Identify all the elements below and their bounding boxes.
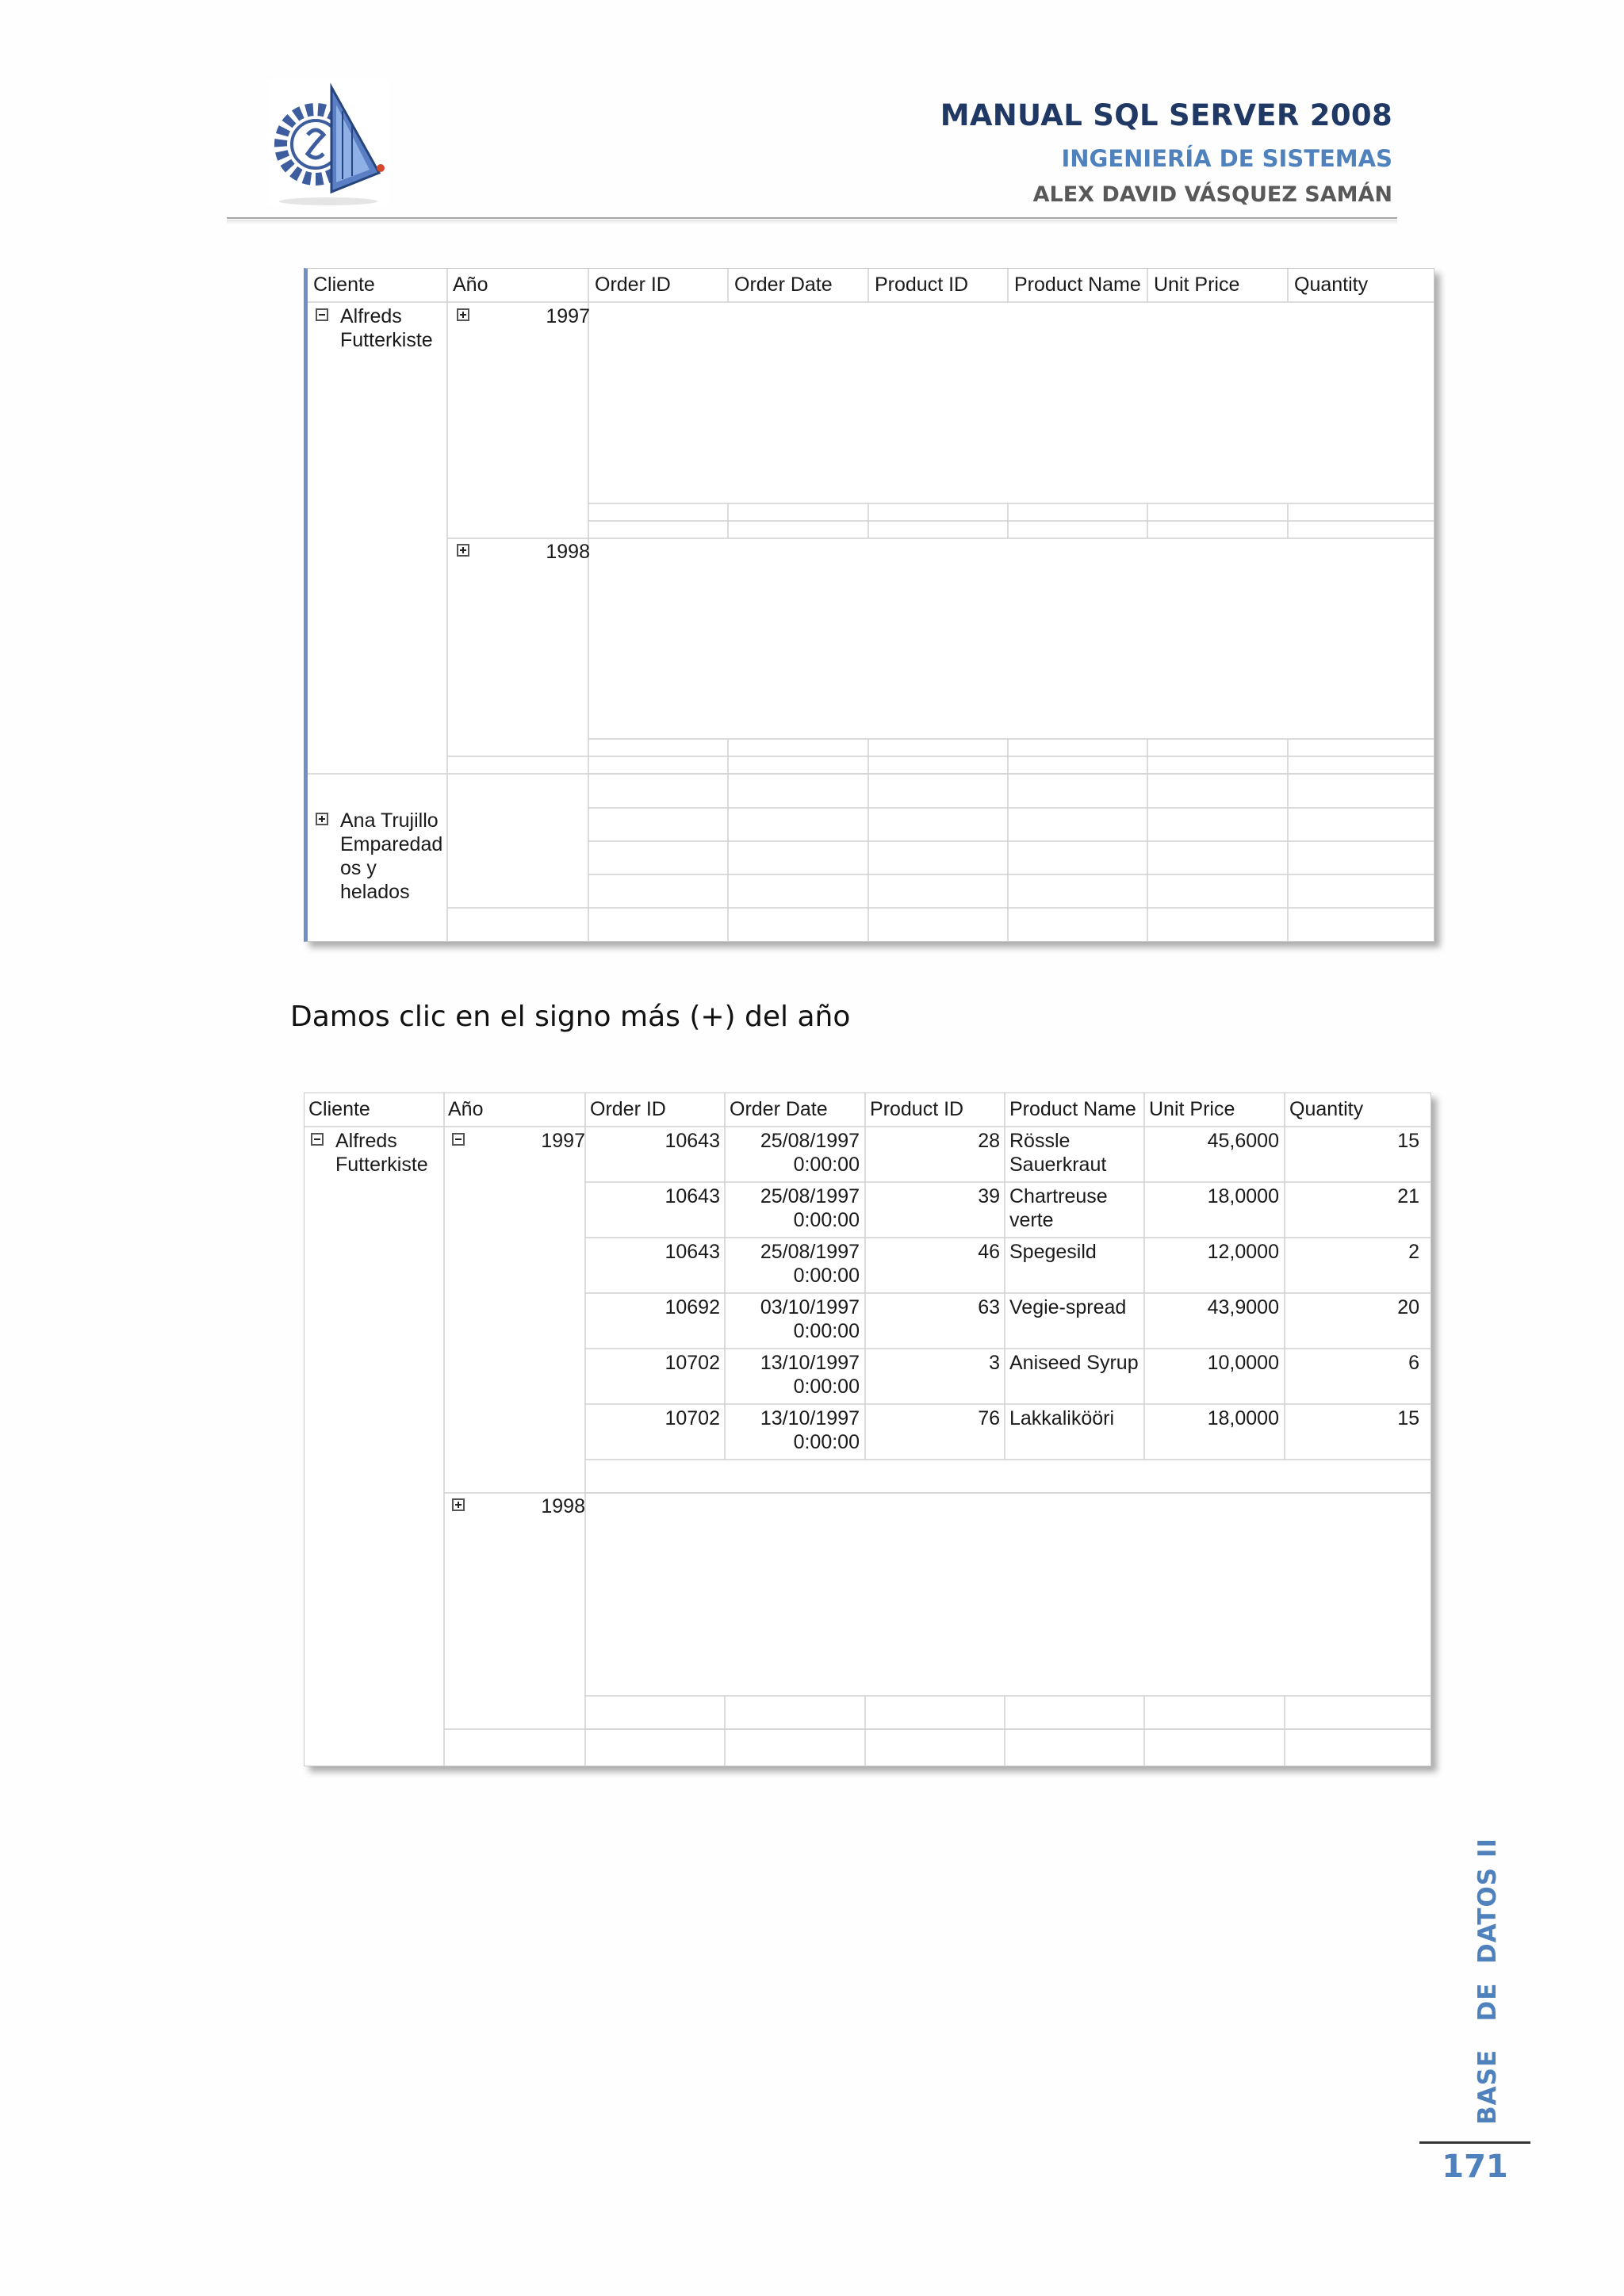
collapse-customer-toggle[interactable] [311,1133,324,1146]
column-header-unit-price[interactable]: Unit Price [1154,274,1240,296]
order-id-cell: 10692 [665,1296,720,1318]
grid-lines [308,269,1434,941]
report-expanded [304,1093,1431,1766]
product-name-cell: Rössle Sauerkraut [1009,1130,1107,1176]
column-header-unit-price[interactable]: Unit Price [1149,1098,1235,1120]
unit-price-cell: 43,9000 [1207,1296,1279,1318]
product-name-cell: Lakkalikööri [1009,1407,1115,1429]
order-date-cell: 13/10/1997 0:00:00 [760,1407,860,1453]
quantity-cell: 21 [1397,1185,1419,1207]
product-id-cell: 39 [978,1185,1000,1207]
column-header-order-date[interactable]: Order Date [734,274,833,296]
institution-logo [268,79,389,206]
column-header-ano[interactable]: Año [448,1098,484,1120]
year-label: 1997 [541,1130,585,1152]
customer-name: Alfreds Futterkiste [335,1130,428,1176]
product-name-cell: Spegesild [1009,1241,1097,1263]
column-header-order-id[interactable]: Order ID [590,1098,666,1120]
column-header-order-date[interactable]: Order Date [730,1098,828,1120]
column-header-quantity[interactable]: Quantity [1294,274,1369,296]
side-course-label: BASE DE DATOS II [1473,1838,1502,2125]
product-name-cell: Chartreuse verte [1009,1185,1108,1231]
footer-divider [1419,2141,1530,2144]
unit-price-cell: 18,0000 [1207,1185,1279,1207]
column-header-product-id[interactable]: Product ID [870,1098,964,1120]
order-date-cell: 25/08/1997 0:00:00 [760,1241,860,1287]
quantity-cell: 15 [1397,1407,1419,1429]
product-id-cell: 46 [978,1241,1000,1263]
year-label: 1998 [546,541,590,563]
order-id-cell: 10702 [665,1407,720,1429]
column-header-product-name[interactable]: Product Name [1009,1098,1136,1120]
order-date-cell: 03/10/1997 0:00:00 [760,1296,860,1342]
column-header-cliente[interactable]: Cliente [308,1098,370,1120]
instruction-text: Damos clic en el signo más (+) del año [290,1001,851,1033]
order-date-cell: 13/10/1997 0:00:00 [760,1352,860,1398]
product-name-cell: Vegie-spread [1009,1296,1127,1318]
order-id-cell: 10643 [665,1185,720,1207]
column-header-cliente[interactable]: Cliente [313,274,375,296]
product-id-cell: 28 [978,1130,1000,1152]
header-author: ALEX DAVID VÁSQUEZ SAMÁN [1032,182,1392,207]
product-name-cell: Aniseed Syrup [1009,1352,1139,1374]
expand-year-1998-toggle[interactable] [457,544,469,557]
unit-price-cell: 18,0000 [1207,1407,1279,1429]
unit-price-cell: 12,0000 [1207,1241,1279,1263]
header-divider [227,217,1397,219]
order-id-cell: 10643 [665,1130,720,1152]
customer-name: Alfreds Futterkiste [340,305,433,351]
page-number: 171 [1442,2149,1508,2185]
unit-price-cell: 45,6000 [1207,1130,1279,1152]
year-label: 1998 [541,1495,585,1517]
product-id-cell: 3 [989,1352,1000,1374]
manual-title: MANUAL SQL SERVER 2008 [940,98,1392,132]
order-date-cell: 25/08/1997 0:00:00 [760,1130,860,1176]
collapse-customer-toggle[interactable] [316,308,328,321]
header-subtitle: INGENIERÍA DE SISTEMAS [1061,145,1392,172]
column-header-product-id[interactable]: Product ID [875,274,969,296]
expand-year-1998-toggle[interactable] [452,1498,465,1511]
customer-name: Ana Trujillo Emparedad os y helados [340,809,443,903]
expand-year-1997-toggle[interactable] [457,308,469,321]
expand-customer-toggle[interactable] [316,813,328,825]
report-collapsed [304,268,1434,942]
header-divider-shadow [227,220,1397,224]
quantity-cell: 6 [1408,1352,1419,1374]
unit-price-cell: 10,0000 [1207,1352,1279,1374]
order-date-cell: 25/08/1997 0:00:00 [760,1185,860,1231]
year-label: 1997 [546,305,590,327]
collapse-year-1997-toggle[interactable] [452,1133,465,1146]
quantity-cell: 15 [1397,1130,1419,1152]
order-id-cell: 10643 [665,1241,720,1263]
quantity-cell: 20 [1397,1296,1419,1318]
column-header-ano[interactable]: Año [453,274,488,296]
quantity-cell: 2 [1408,1241,1419,1263]
order-id-cell: 10702 [665,1352,720,1374]
product-id-cell: 63 [978,1296,1000,1318]
column-header-order-id[interactable]: Order ID [595,274,671,296]
product-id-cell: 76 [978,1407,1000,1429]
column-header-product-name[interactable]: Product Name [1014,274,1141,296]
column-header-quantity[interactable]: Quantity [1289,1098,1364,1120]
